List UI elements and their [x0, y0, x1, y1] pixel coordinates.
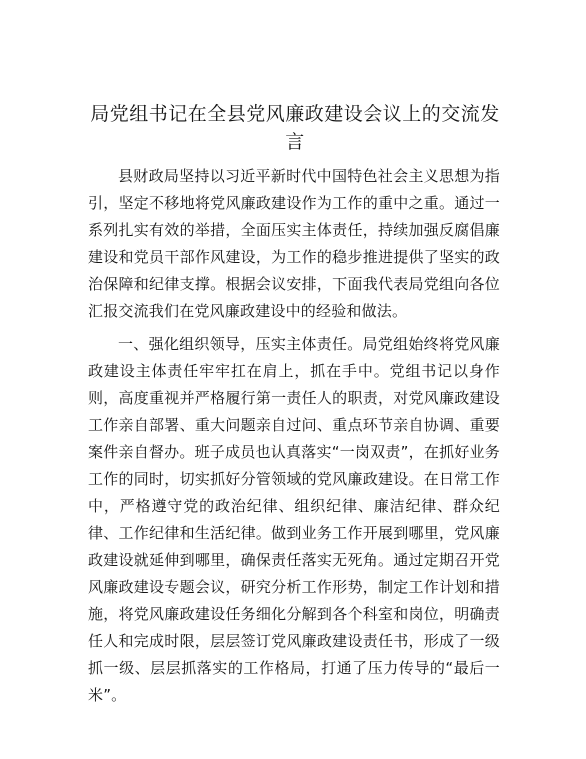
intro-paragraph: 县财政局坚持以习近平新时代中国特色社会主义思想为指引，坚定不移地将党风廉政建设作为工作的重中之重。通过一系列扎实有效的举措，全面压实主体责任，持续加强反腐倡廉建设和党员干部作风建设，为工作的稳步推进提供了坚实的政治保障和纪律支撑。根据会议安排，下面我代表局党组向各位汇报交流我们在党风廉政建设中的经验和做法。: [88, 167, 500, 320]
document-title: 局党组书记在全县党风廉政建设会议上的交流发言: [90, 103, 500, 153]
section-one-paragraph: 一、强化组织领导，压实主体责任。局党组始终将党风廉政建设主体责任牢牢扛在肩上，抓在手中。党组书记以身作则，高度重视并严格履行第一责任人的职责，对党风廉政建设工作亲自部署、重大问题亲自过问、重点环节亲自协调、重要案件亲自督办。班子成员也认真落实“一岗双责”，在抓好业务工作的同时，切实抓好分管领域的党风廉政建设。在日常工作中，严格遵守党的政治纪律、组织纪律、廉洁纪律、群众纪律、工作纪律和生活纪律。做到业务工作开展到哪里，党风廉政建设就延伸到哪里，确保责任落实无死角。通过定期召开党风廉政建设专题会议，研究分析工作形势，制定工作计划和措施，将党风廉政建设任务细化分解到各个科室和岗位，明确责任人和完成时限，层层签订党风廉政建设责任书，形成了一级抓一级、层层抓落实的工作格局，打通了压力传导的“最后一米”。: [88, 335, 500, 704]
